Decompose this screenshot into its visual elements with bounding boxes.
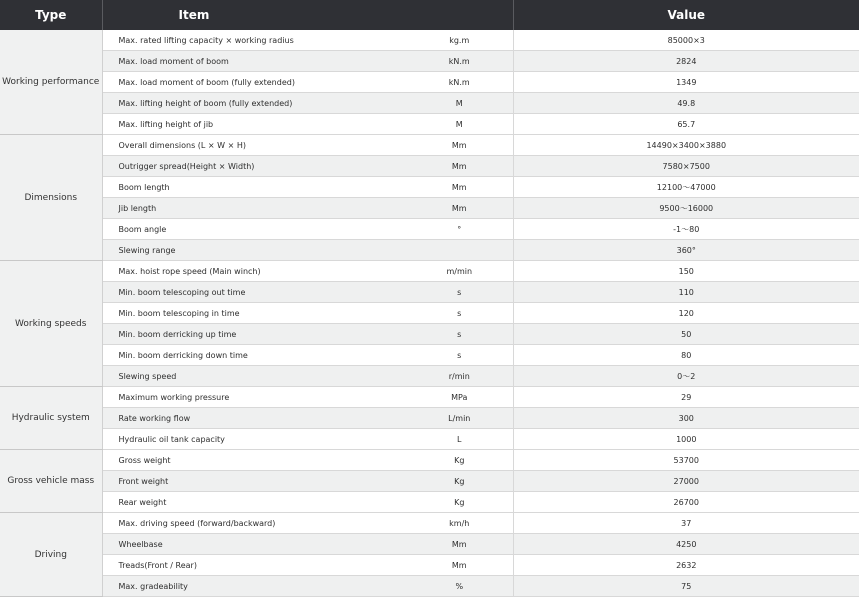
item-cell: Boom angle	[102, 219, 406, 240]
table-row	[0, 72, 859, 93]
table-row	[0, 219, 859, 240]
value-cell: 80	[513, 345, 859, 366]
unit-cell: Kg	[406, 471, 513, 492]
header-value: Value	[513, 0, 859, 30]
value-cell: 50	[513, 324, 859, 345]
item-cell: Max. driving speed (forward/backward)	[102, 513, 406, 534]
value-cell: 1349	[513, 72, 859, 93]
item-cell: Min. boom derricking down time	[102, 345, 406, 366]
item-cell: Max. gradeability	[102, 576, 406, 597]
table-row	[0, 387, 859, 408]
value-cell: 300	[513, 408, 859, 429]
value-cell: 26700	[513, 492, 859, 513]
item-cell: Hydraulic oil tank capacity	[102, 429, 406, 450]
header-type: Type	[0, 0, 102, 30]
table-body	[0, 30, 859, 597]
type-cell: Dimensions	[0, 135, 102, 261]
item-cell: Slewing range	[102, 240, 406, 261]
item-cell: Max. load moment of boom	[102, 51, 406, 72]
item-cell: Treads(Front / Rear)	[102, 555, 406, 576]
table-row	[0, 345, 859, 366]
table-row	[0, 261, 859, 282]
type-cell: Working speeds	[0, 261, 102, 387]
unit-cell: kN.m	[406, 72, 513, 93]
table-row	[0, 114, 859, 135]
item-cell: Slewing speed	[102, 366, 406, 387]
table-row	[0, 366, 859, 387]
unit-cell: °	[406, 219, 513, 240]
unit-cell: s	[406, 324, 513, 345]
item-cell: Min. boom derricking up time	[102, 324, 406, 345]
table-row	[0, 429, 859, 450]
header-item: Item	[102, 0, 513, 30]
unit-cell: s	[406, 345, 513, 366]
value-cell: 49.8	[513, 93, 859, 114]
unit-cell: M	[406, 114, 513, 135]
table-row	[0, 450, 859, 471]
table-row	[0, 555, 859, 576]
item-cell: Rate working flow	[102, 408, 406, 429]
item-cell: Min. boom telescoping out time	[102, 282, 406, 303]
value-cell: 53700	[513, 450, 859, 471]
item-cell: Jib length	[102, 198, 406, 219]
value-cell: 27000	[513, 471, 859, 492]
value-cell: 150	[513, 261, 859, 282]
unit-cell: Kg	[406, 450, 513, 471]
item-cell: Max. lifting height of jib	[102, 114, 406, 135]
value-cell: 75	[513, 576, 859, 597]
item-cell: Front weight	[102, 471, 406, 492]
value-cell: 0～2	[513, 366, 859, 387]
table-row	[0, 156, 859, 177]
type-cell: Gross vehicle mass	[0, 450, 102, 513]
item-cell: Max. hoist rope speed (Main winch)	[102, 261, 406, 282]
table-row	[0, 93, 859, 114]
value-cell: 110	[513, 282, 859, 303]
value-cell: 85000×3	[513, 30, 859, 51]
value-cell: 12100～47000	[513, 177, 859, 198]
item-cell: Min. boom telescoping in time	[102, 303, 406, 324]
table-row	[0, 576, 859, 597]
unit-cell	[406, 240, 513, 261]
value-cell: 2824	[513, 51, 859, 72]
value-cell: -1～80	[513, 219, 859, 240]
item-cell: Gross weight	[102, 450, 406, 471]
table-row	[0, 240, 859, 261]
table-row	[0, 30, 859, 51]
value-cell: 2632	[513, 555, 859, 576]
value-cell: 29	[513, 387, 859, 408]
table-row	[0, 492, 859, 513]
unit-cell: Mm	[406, 135, 513, 156]
unit-cell: Mm	[406, 534, 513, 555]
table-row	[0, 135, 859, 156]
table-row	[0, 51, 859, 72]
value-cell: 65.7	[513, 114, 859, 135]
unit-cell: L/min	[406, 408, 513, 429]
value-cell: 7580×7500	[513, 156, 859, 177]
unit-cell: Kg	[406, 492, 513, 513]
item-cell: Overall dimensions (L × W × H)	[102, 135, 406, 156]
item-cell: Max. lifting height of boom (fully extended)	[102, 93, 406, 114]
table-row	[0, 471, 859, 492]
unit-cell: M	[406, 93, 513, 114]
table-header	[0, 0, 859, 30]
value-cell: 14490×3400×3880	[513, 135, 859, 156]
value-cell: 9500～16000	[513, 198, 859, 219]
unit-cell: Mm	[406, 555, 513, 576]
unit-cell: Mm	[406, 156, 513, 177]
table-row	[0, 324, 859, 345]
item-cell: Wheelbase	[102, 534, 406, 555]
unit-cell: %	[406, 576, 513, 597]
unit-cell: s	[406, 282, 513, 303]
unit-cell: km/h	[406, 513, 513, 534]
table-row	[0, 303, 859, 324]
value-cell: 1000	[513, 429, 859, 450]
unit-cell: r/min	[406, 366, 513, 387]
unit-cell: kN.m	[406, 51, 513, 72]
unit-cell: Mm	[406, 198, 513, 219]
value-cell: 360°	[513, 240, 859, 261]
table-row	[0, 282, 859, 303]
item-cell: Max. load moment of boom (fully extended)	[102, 72, 406, 93]
table-row	[0, 177, 859, 198]
unit-cell: m/min	[406, 261, 513, 282]
item-cell: Outrigger spread(Height × Width)	[102, 156, 406, 177]
item-cell: Rear weight	[102, 492, 406, 513]
value-cell: 37	[513, 513, 859, 534]
type-cell: Driving	[0, 513, 102, 597]
value-cell: 4250	[513, 534, 859, 555]
unit-cell: L	[406, 429, 513, 450]
unit-cell: kg.m	[406, 30, 513, 51]
type-cell: Hydraulic system	[0, 387, 102, 450]
item-cell: Max. rated lifting capacity × working radius	[102, 30, 406, 51]
item-cell: Maximum working pressure	[102, 387, 406, 408]
value-cell: 120	[513, 303, 859, 324]
item-cell: Boom length	[102, 177, 406, 198]
table-row	[0, 513, 859, 534]
type-cell: Working performance	[0, 30, 102, 135]
table-row	[0, 408, 859, 429]
unit-cell: Mm	[406, 177, 513, 198]
header-row	[0, 0, 859, 30]
unit-cell: MPa	[406, 387, 513, 408]
unit-cell: s	[406, 303, 513, 324]
table-row	[0, 534, 859, 555]
table-row	[0, 198, 859, 219]
